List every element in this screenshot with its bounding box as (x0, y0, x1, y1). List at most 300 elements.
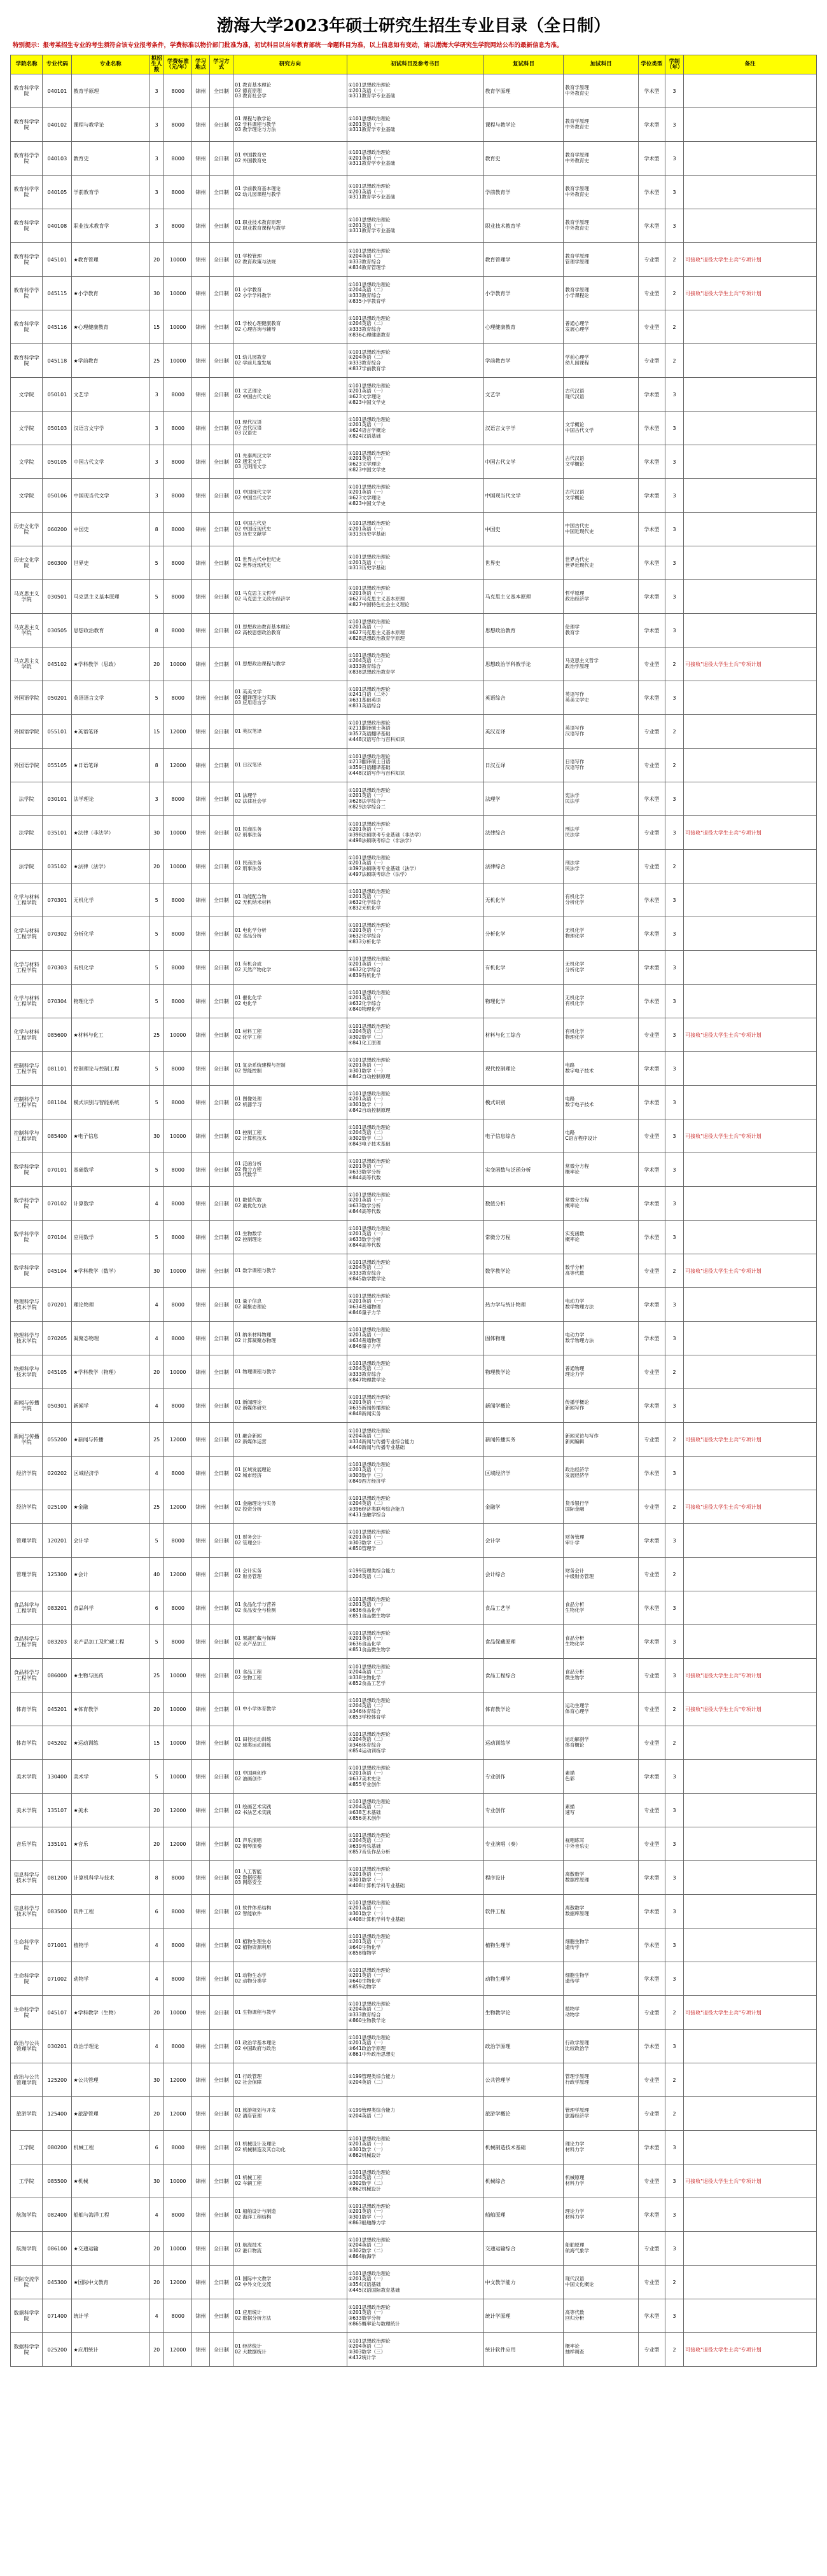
cell-fee: 8000 (164, 951, 192, 985)
cell-location: 锦州 (192, 2198, 209, 2232)
cell-years: 2 (665, 1254, 683, 1288)
table-row (11, 1558, 817, 1591)
cell-remark (684, 546, 817, 580)
cell-study-mode: 全日制 (209, 749, 233, 782)
cell-enrollment: 15 (149, 715, 164, 749)
cell-college: 物理科学与技术学院 (11, 1288, 43, 1322)
table-row (11, 1996, 817, 2030)
cell-years: 3 (665, 513, 683, 546)
cell-code: 125200 (43, 2063, 72, 2097)
cell-college: 物理科学与技术学院 (11, 1355, 43, 1389)
cell-research-direction: 01 民商法务 02 刑事法务 (233, 816, 347, 850)
cell-research-direction: 01 新闻理论 02 新媒体研究 (233, 1389, 347, 1423)
table-row (11, 2266, 817, 2299)
cell-code: 070205 (43, 1322, 72, 1355)
cell-fee: 8000 (164, 580, 192, 614)
cell-retest-subject: 食品保藏原理 (483, 1625, 564, 1659)
cell-retest-subject: 常微分方程 (483, 1221, 564, 1254)
cell-remark (684, 1625, 817, 1659)
cell-fee: 12000 (164, 2266, 192, 2299)
cell-college: 教育科学学院 (11, 176, 43, 209)
cell-study-mode: 全日制 (209, 479, 233, 513)
cell-extra-subjects: 教育学原理 中外教育史 (564, 176, 638, 209)
cell-remark (684, 1187, 817, 1221)
table-row (11, 1625, 817, 1659)
cell-study-mode: 全日制 (209, 142, 233, 176)
cell-remark: 可接收"退役大学生士兵"专项计划 (684, 1659, 817, 1693)
cell-years: 3 (665, 108, 683, 142)
cell-extra-subjects: 古代汉语 文学概论 (564, 479, 638, 513)
cell-years: 3 (665, 1153, 683, 1187)
cell-enrollment: 25 (149, 1423, 164, 1457)
cell-study-mode: 全日制 (209, 1625, 233, 1659)
cell-study-mode: 全日制 (209, 1558, 233, 1591)
cell-college: 数学科学学院 (11, 1254, 43, 1288)
cell-study-mode: 全日制 (209, 1018, 233, 1052)
cell-exam-subjects: ①101思想政治理论 ②204英语（二） ③302数学（二） ④843电子技术基础 (347, 1119, 483, 1153)
cell-code: 060300 (43, 546, 72, 580)
cell-extra-subjects: 植物学 动物学 (564, 1996, 638, 2030)
cell-retest-subject: 小学教育学 (483, 277, 564, 310)
cell-exam-subjects: ①199管理类综合能力 ②204英语（二） (347, 2063, 483, 2097)
cell-enrollment: 5 (149, 1086, 164, 1119)
cell-location: 锦州 (192, 1760, 209, 1794)
cell-remark (684, 176, 817, 209)
cell-degree-type: 学术型 (638, 1389, 665, 1423)
cell-extra-subjects: 理论力学 材料力学 (564, 2198, 638, 2232)
cell-study-mode: 全日制 (209, 1591, 233, 1625)
cell-college: 生命科学学院 (11, 1929, 43, 1962)
cell-degree-type: 专业型 (638, 2097, 665, 2131)
cell-degree-type: 学术型 (638, 580, 665, 614)
cell-college: 教育科学学院 (11, 243, 43, 277)
cell-research-direction: 01 财务会计 02 管理会计 (233, 1524, 347, 1558)
table-row (11, 1693, 817, 1726)
cell-research-direction: 01 机械设计及理论 02 机械制造及其自动化 (233, 2131, 347, 2164)
cell-study-mode: 全日制 (209, 74, 233, 108)
cell-study-mode: 全日制 (209, 850, 233, 883)
cell-research-direction: 01 应用统计 02 数据分析方法 (233, 2299, 347, 2333)
cell-major-name: 分析化学 (72, 917, 149, 951)
cell-research-direction: 01 世界古代中世纪史 02 世界近现代史 (233, 546, 347, 580)
cell-remark (684, 2097, 817, 2131)
cell-extra-subjects: 食品分析 微生物学 (564, 1659, 638, 1693)
cell-location: 锦州 (192, 1625, 209, 1659)
cell-years: 2 (665, 277, 683, 310)
cell-study-mode: 全日制 (209, 2198, 233, 2232)
cell-college: 工学院 (11, 2131, 43, 2164)
cell-research-direction: 01 生物课程与教学 (233, 1996, 347, 2030)
cell-exam-subjects: ①101思想政治理论 ②201英语（一） ③313历史学基础 (347, 513, 483, 546)
cell-research-direction: 01 现代汉语 02 古代汉语 03 汉语史 (233, 412, 347, 445)
table-row (11, 310, 817, 344)
cell-location: 锦州 (192, 2164, 209, 2198)
cell-code: 045107 (43, 1996, 72, 2030)
cell-study-mode: 全日制 (209, 2097, 233, 2131)
cell-location: 锦州 (192, 782, 209, 816)
cell-location: 锦州 (192, 1929, 209, 1962)
cell-retest-subject: 文艺学 (483, 378, 564, 412)
cell-major-name: 中国现当代文学 (72, 479, 149, 513)
cell-major-name: ★应用统计 (72, 2333, 149, 2367)
cell-fee: 8000 (164, 1962, 192, 1996)
cell-fee: 8000 (164, 917, 192, 951)
cell-code: 081101 (43, 1052, 72, 1086)
cell-major-name: 理论物理 (72, 1288, 149, 1322)
cell-study-mode: 全日制 (209, 1355, 233, 1389)
cell-years: 3 (665, 1895, 683, 1929)
cell-remark (684, 1760, 817, 1794)
cell-code: 035101 (43, 816, 72, 850)
cell-major-name: 软件工程 (72, 1895, 149, 1929)
cell-research-direction: 01 国际中文教学 02 中外文化交流 (233, 2266, 347, 2299)
cell-extra-subjects: 电动力学 数学物理方法 (564, 1322, 638, 1355)
cell-extra-subjects: 数学分析 高等代数 (564, 1254, 638, 1288)
cell-college: 文学院 (11, 378, 43, 412)
cell-location: 锦州 (192, 243, 209, 277)
cell-remark (684, 1288, 817, 1322)
cell-study-mode: 全日制 (209, 1119, 233, 1153)
cell-study-mode: 全日制 (209, 1659, 233, 1693)
cell-code: 050201 (43, 681, 72, 715)
cell-research-direction: 01 课程与教学论 02 学科课程与教学 03 教学理论与方法 (233, 108, 347, 142)
cell-extra-subjects: 运动解剖学 体育概论 (564, 1726, 638, 1760)
cell-enrollment: 3 (149, 74, 164, 108)
cell-major-name: ★运动训练 (72, 1726, 149, 1760)
cell-enrollment: 4 (149, 2299, 164, 2333)
cell-exam-subjects: ①101思想政治理论 ②201英语（一） ③623文学理论 ④823中国文学史 (347, 378, 483, 412)
cell-retest-subject: 中国现当代文学 (483, 479, 564, 513)
cell-location: 锦州 (192, 1490, 209, 1524)
cell-extra-subjects: 政治经济学 发展经济学 (564, 1457, 638, 1490)
cell-enrollment: 3 (149, 108, 164, 142)
table-row (11, 108, 817, 142)
cell-years: 3 (665, 614, 683, 647)
cell-fee: 12000 (164, 2097, 192, 2131)
cell-college: 外国语学院 (11, 681, 43, 715)
cell-major-name: 马克思主义基本原理 (72, 580, 149, 614)
cell-enrollment: 20 (149, 2266, 164, 2299)
cell-college: 信息科学与技术学院 (11, 1861, 43, 1895)
cell-major-name: 新闻学 (72, 1389, 149, 1423)
cell-years: 3 (665, 1962, 683, 1996)
cell-years: 2 (665, 2333, 683, 2367)
cell-location: 锦州 (192, 1288, 209, 1322)
cell-years: 3 (665, 176, 683, 209)
cell-retest-subject: 专业创作 (483, 1760, 564, 1794)
cell-exam-subjects: ①101思想政治理论 ②204英语（二） ③334新闻与传播专业综合能力 ④440新闻与传播专业基础 (347, 1423, 483, 1457)
cell-fee: 10000 (164, 1659, 192, 1693)
cell-research-direction: 01 果蔬贮藏与保鲜 02 水产品加工 (233, 1625, 347, 1659)
cell-years: 2 (665, 850, 683, 883)
cell-research-direction: 01 经济统计 02 大数据统计 (233, 2333, 347, 2367)
cell-extra-subjects: 素描 速写 (564, 1794, 638, 1827)
cell-fee: 12000 (164, 1558, 192, 1591)
cell-enrollment: 40 (149, 1558, 164, 1591)
cell-extra-subjects: 刑法学 民法学 (564, 850, 638, 883)
cell-degree-type: 学术型 (638, 1962, 665, 1996)
cell-study-mode: 全日制 (209, 2232, 233, 2266)
cell-extra-subjects: 食品分析 生物化学 (564, 1625, 638, 1659)
cell-exam-subjects: ①101思想政治理论 ②201英语（一） ③311教育学专业基础 (347, 176, 483, 209)
cell-exam-subjects: ①101思想政治理论 ②201英语（一） ③634普通物理 ④846量子力学 (347, 1322, 483, 1355)
cell-degree-type: 专业型 (638, 2164, 665, 2198)
cell-retest-subject: 新闻学概论 (483, 1389, 564, 1423)
cell-study-mode: 全日制 (209, 378, 233, 412)
cell-location: 锦州 (192, 344, 209, 378)
cell-remark (684, 2030, 817, 2063)
cell-fee: 12000 (164, 1423, 192, 1457)
cell-degree-type: 专业型 (638, 715, 665, 749)
cell-location: 锦州 (192, 2131, 209, 2164)
cell-code: 030201 (43, 2030, 72, 2063)
cell-study-mode: 全日制 (209, 310, 233, 344)
cell-study-mode: 全日制 (209, 951, 233, 985)
cell-study-mode: 全日制 (209, 681, 233, 715)
cell-extra-subjects: 哲学原理 政治经济学 (564, 580, 638, 614)
cell-degree-type: 学术型 (638, 1322, 665, 1355)
cell-code: 050103 (43, 412, 72, 445)
cell-code: 045202 (43, 1726, 72, 1760)
header-college: 学院名称 (11, 55, 43, 74)
cell-study-mode: 全日制 (209, 1996, 233, 2030)
cell-exam-subjects: ①101思想政治理论 ②204英语（二） ③333教育综合 ④837学前教育学 (347, 344, 483, 378)
cell-location: 锦州 (192, 2333, 209, 2367)
cell-major-name: ★交通运输 (72, 2232, 149, 2266)
cell-degree-type: 学术型 (638, 176, 665, 209)
header-exam: 初试科目及参考书目 (347, 55, 483, 74)
cell-location: 锦州 (192, 1693, 209, 1726)
cell-enrollment: 25 (149, 1659, 164, 1693)
cell-study-mode: 全日制 (209, 2063, 233, 2097)
cell-fee: 10000 (164, 2164, 192, 2198)
cell-degree-type: 学术型 (638, 1625, 665, 1659)
cell-enrollment: 4 (149, 1389, 164, 1423)
cell-retest-subject: 马克思主义基本原理 (483, 580, 564, 614)
cell-extra-subjects: 教育学原理 中外教育史 (564, 142, 638, 176)
cell-exam-subjects: ①101思想政治理论 ②201英语（一） ③632化学综合 ④840物理化学 (347, 985, 483, 1018)
cell-research-direction: 01 食品化学与营养 02 食品安全与检测 (233, 1591, 347, 1625)
cell-degree-type: 学术型 (638, 1187, 665, 1221)
table-row (11, 513, 817, 546)
cell-retest-subject: 统计学原理 (483, 2299, 564, 2333)
cell-college: 管理学院 (11, 1524, 43, 1558)
cell-degree-type: 专业型 (638, 344, 665, 378)
cell-degree-type: 专业型 (638, 749, 665, 782)
cell-extra-subjects: 电路 数字电子技术 (564, 1086, 638, 1119)
cell-major-name: 文艺学 (72, 378, 149, 412)
cell-major-name: 计算机科学与技术 (72, 1861, 149, 1895)
cell-study-mode: 全日制 (209, 647, 233, 681)
cell-location: 锦州 (192, 749, 209, 782)
cell-remark: 可接收"退役大学生士兵"专项计划 (684, 1423, 817, 1457)
cell-code: 030101 (43, 782, 72, 816)
cell-remark (684, 2266, 817, 2299)
cell-code: 085500 (43, 2164, 72, 2198)
cell-degree-type: 学术型 (638, 2030, 665, 2063)
cell-code: 083201 (43, 1591, 72, 1625)
cell-location: 锦州 (192, 1018, 209, 1052)
cell-major-name: ★金融 (72, 1490, 149, 1524)
cell-location: 锦州 (192, 1861, 209, 1895)
cell-degree-type: 学术型 (638, 1760, 665, 1794)
cell-fee: 8000 (164, 1861, 192, 1895)
cell-retest-subject: 实变函数与泛函分析 (483, 1153, 564, 1187)
cell-years: 3 (665, 142, 683, 176)
cell-extra-subjects: 机械原理 材料力学 (564, 2164, 638, 2198)
cell-major-name: ★心理健康教育 (72, 310, 149, 344)
cell-college: 化学与材料工程学院 (11, 917, 43, 951)
cell-extra-subjects: 日语写作 汉语写作 (564, 749, 638, 782)
table-row (11, 1591, 817, 1625)
cell-fee: 8000 (164, 412, 192, 445)
cell-degree-type: 学术型 (638, 1086, 665, 1119)
cell-location: 锦州 (192, 2063, 209, 2097)
table-row (11, 277, 817, 310)
cell-remark (684, 142, 817, 176)
cell-degree-type: 学术型 (638, 108, 665, 142)
cell-retest-subject: 材料与化工综合 (483, 1018, 564, 1052)
cell-research-direction: 01 有机合成 02 天然产物化学 (233, 951, 347, 985)
table-row (11, 1086, 817, 1119)
cell-retest-subject: 思想政治学科教学论 (483, 647, 564, 681)
cell-years: 3 (665, 2030, 683, 2063)
cell-retest-subject: 机械制造技术基础 (483, 2131, 564, 2164)
table-row (11, 243, 817, 277)
cell-code: 060200 (43, 513, 72, 546)
cell-code: 071001 (43, 1929, 72, 1962)
cell-enrollment: 20 (149, 647, 164, 681)
cell-fee: 12000 (164, 749, 192, 782)
cell-enrollment: 20 (149, 850, 164, 883)
cell-study-mode: 全日制 (209, 412, 233, 445)
cell-location: 锦州 (192, 74, 209, 108)
catalog-table (10, 55, 817, 2367)
table-row (11, 1322, 817, 1355)
cell-years: 3 (665, 681, 683, 715)
cell-retest-subject: 数学教学论 (483, 1254, 564, 1288)
cell-fee: 12000 (164, 1794, 192, 1827)
cell-years: 3 (665, 1457, 683, 1490)
cell-fee: 10000 (164, 647, 192, 681)
cell-extra-subjects: 宪法学 民法学 (564, 782, 638, 816)
cell-exam-subjects: ①101思想政治理论 ②213翻译硕士日语 ③359日语翻译基础 ④448汉语写作与百科知识 (347, 749, 483, 782)
cell-extra-subjects: 无机化学 物理化学 (564, 917, 638, 951)
cell-study-mode: 全日制 (209, 277, 233, 310)
cell-college: 外国语学院 (11, 749, 43, 782)
cell-major-name: 区域经济学 (72, 1457, 149, 1490)
cell-major-name: 美术学 (72, 1760, 149, 1794)
cell-code: 070104 (43, 1221, 72, 1254)
cell-research-direction: 01 中国画创作 02 油画创作 (233, 1760, 347, 1794)
cell-code: 040103 (43, 142, 72, 176)
cell-remark: 可接收"退役大学生士兵"专项计划 (684, 2333, 817, 2367)
cell-study-mode: 全日制 (209, 2164, 233, 2198)
table-row (11, 1153, 817, 1187)
table-row (11, 1490, 817, 1524)
cell-code: 086100 (43, 2232, 72, 2266)
cell-extra-subjects: 伦理学 教育学 (564, 614, 638, 647)
cell-extra-subjects: 运动生理学 体育心理学 (564, 1693, 638, 1726)
cell-college: 航海学院 (11, 2198, 43, 2232)
cell-remark (684, 1086, 817, 1119)
table-row (11, 142, 817, 176)
cell-remark (684, 715, 817, 749)
cell-enrollment: 6 (149, 2131, 164, 2164)
cell-enrollment: 4 (149, 1457, 164, 1490)
cell-location: 锦州 (192, 2232, 209, 2266)
cell-enrollment: 20 (149, 2097, 164, 2131)
table-row (11, 917, 817, 951)
cell-extra-subjects: 普通物理 理论力学 (564, 1355, 638, 1389)
cell-retest-subject: 汉语言文字学 (483, 412, 564, 445)
cell-code: 055105 (43, 749, 72, 782)
cell-fee: 8000 (164, 378, 192, 412)
cell-extra-subjects: 电路 C语言程序设计 (564, 1119, 638, 1153)
header-remark: 备注 (684, 55, 817, 74)
cell-major-name: ★国际中文教育 (72, 2266, 149, 2299)
table-row (11, 715, 817, 749)
cell-exam-subjects: ①199管理类综合能力 ②204英语（二） (347, 1558, 483, 1591)
cell-degree-type: 学术型 (638, 2198, 665, 2232)
cell-college: 教育科学学院 (11, 74, 43, 108)
cell-location: 锦州 (192, 310, 209, 344)
cell-retest-subject: 体育教学论 (483, 1693, 564, 1726)
cell-retest-subject: 英语综合 (483, 681, 564, 715)
cell-research-direction: 01 金融理论与实务 02 投资分析 (233, 1490, 347, 1524)
table-row (11, 1659, 817, 1693)
cell-remark (684, 782, 817, 816)
cell-fee: 8000 (164, 1457, 192, 1490)
cell-college: 法学院 (11, 816, 43, 850)
cell-study-mode: 全日制 (209, 1929, 233, 1962)
cell-fee: 12000 (164, 1827, 192, 1861)
cell-retest-subject: 物理教学论 (483, 1355, 564, 1389)
cell-retest-subject: 中国古代文学 (483, 445, 564, 479)
cell-enrollment: 8 (149, 614, 164, 647)
cell-research-direction: 01 数值代数 02 最优化方法 (233, 1187, 347, 1221)
cell-location: 锦州 (192, 985, 209, 1018)
table-row (11, 985, 817, 1018)
cell-years: 3 (665, 1625, 683, 1659)
cell-extra-subjects: 传播学概论 新闻写作 (564, 1389, 638, 1423)
cell-extra-subjects: 教育学原理 中外教育史 (564, 108, 638, 142)
cell-major-name: 中国古代文学 (72, 445, 149, 479)
cell-extra-subjects: 细胞生物学 遗传学 (564, 1929, 638, 1962)
cell-exam-subjects: ①101思想政治理论 ②204英语（二） ③333教育综合 ④838思想政治教育学 (347, 647, 483, 681)
cell-fee: 8000 (164, 2131, 192, 2164)
cell-college: 经济学院 (11, 1490, 43, 1524)
cell-research-direction: 01 中国教育史 02 外国教育史 (233, 142, 347, 176)
cell-degree-type: 专业型 (638, 816, 665, 850)
cell-retest-subject: 教育管理学 (483, 243, 564, 277)
cell-exam-subjects: ①101思想政治理论 ②201英语（一） ③632化学综合 ④832无机化学 (347, 883, 483, 917)
cell-college: 数学科学学院 (11, 1153, 43, 1187)
cell-enrollment: 8 (149, 1861, 164, 1895)
cell-exam-subjects: ①101思想政治理论 ②201英语（一） ③624语言学概论 ④824汉语基础 (347, 412, 483, 445)
cell-extra-subjects: 管理学原理 旅游经济学 (564, 2097, 638, 2131)
cell-college: 马克思主义学院 (11, 614, 43, 647)
cell-college: 教育科学学院 (11, 209, 43, 243)
cell-exam-subjects: ①101思想政治理论 ②201英语（一） ③633数学分析 ④844高等代数 (347, 1221, 483, 1254)
cell-location: 锦州 (192, 1457, 209, 1490)
cell-code: 045118 (43, 344, 72, 378)
cell-extra-subjects: 概率论 抽样调查 (564, 2333, 638, 2367)
cell-extra-subjects: 世界古代史 世界近现代史 (564, 546, 638, 580)
table-row (11, 1929, 817, 1962)
table-row (11, 2030, 817, 2063)
table-row (11, 1052, 817, 1086)
